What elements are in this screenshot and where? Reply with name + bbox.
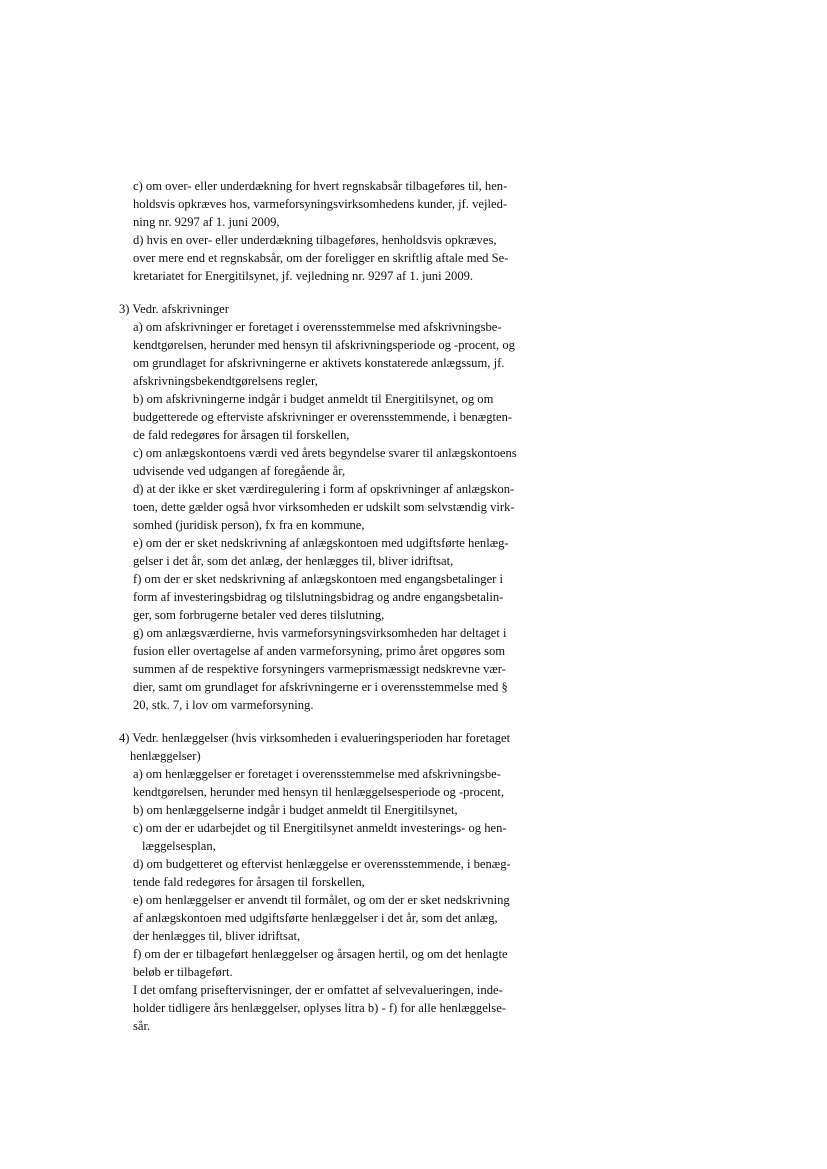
text-line: d) om budgetteret og eftervist henlæggelse er overensstemmende, i benæg- <box>133 857 511 871</box>
text-line: I det omfang priseftervisninger, der er omfattet af selvevalueringen, inde- <box>133 983 503 997</box>
text-line: d) hvis en over- eller underdækning tilbageføres, henholdsvis opkræves, <box>133 233 497 247</box>
text-line: de fald redegøres for årsagen til forskellen, <box>133 428 350 442</box>
text-line: c) om over- eller underdækning for hvert regnskabsår tilbageføres til, hen- <box>133 179 508 193</box>
text-line: 20, stk. 7, i lov om varmeforsyning. <box>133 698 314 712</box>
text-line: over mere end et regnskabsår, om der foreligger en skriftlig aftale med Se- <box>133 251 509 265</box>
text-line: kendtgørelsen, herunder med hensyn til afskrivningsperiode og -procent, og <box>133 338 515 352</box>
section-4-heading: 4) Vedr. henlæggelser (hvis virksomheden i evalueringsperioden har foretaget <box>119 731 511 745</box>
text-line: c) om der er udarbejdet og til Energitilsynet anmeldt investerings- og hen- <box>133 821 507 835</box>
text-line: f) om der er sket nedskrivning af anlægskontoen med engangsbetalinger i <box>133 572 504 586</box>
text-line: d) at der ikke er sket værdiregulering i form af opskrivninger af anlægskon- <box>133 482 515 496</box>
text-line: tende fald redegøres for årsagen til forskellen, <box>133 875 365 889</box>
text-line: afskrivningsbekendtgørelsens regler, <box>133 374 318 388</box>
text-line: fusion eller overtagelse af anden varmeforsyning, primo året opgøres som <box>133 644 506 658</box>
text-line: g) om anlægsværdierne, hvis varmeforsyningsvirksomheden har deltaget i <box>133 626 507 640</box>
text-line: somhed (juridisk person), fx fra en kommune, <box>133 518 365 532</box>
text-line: toen, dette gælder også hvor virksomheden er udskilt som selvstændig virk- <box>133 500 515 514</box>
text-line: beløb er tilbageført. <box>133 965 233 979</box>
text-line: form af investeringsbidrag og tilslutningsbidrag og andre engangsbetalin- <box>133 590 504 604</box>
text-line: holdsvis opkræves hos, varmeforsyningsvirksomhedens kunder, jf. vejled- <box>133 197 508 211</box>
text-line: c) om anlægskontoens værdi ved årets begyndelse svarer til anlægskontoens <box>133 446 517 460</box>
text-line: kretariatet for Energitilsynet, jf. vejledning nr. 9297 af 1. juni 2009. <box>133 269 474 283</box>
text-line: f) om der er tilbageført henlæggelser og årsagen hertil, og om det henlagte <box>133 947 508 961</box>
text-line: a) om afskrivninger er foretaget i overensstemmelse med afskrivningsbe- <box>133 320 502 334</box>
text-line: dier, samt om grundlaget for afskrivningerne er i overensstemmelse med § <box>133 680 508 694</box>
text-line: b) om henlæggelserne indgår i budget anmeldt til Energitilsynet, <box>133 803 458 817</box>
text-line: b) om afskrivningerne indgår i budget anmeldt til Energitilsynet, og om <box>133 392 494 406</box>
text-line: ger, som forbrugerne betaler ved deres tilslutning, <box>133 608 385 622</box>
text-line: læggelsesplan, <box>142 839 216 853</box>
text-line: gelser i det år, som det anlæg, der henlægges til, bliver idriftsat, <box>133 554 454 568</box>
text-line: der henlægges til, bliver idriftsat, <box>133 929 301 943</box>
text-line: a) om henlæggelser er foretaget i overensstemmelse med afskrivningsbe- <box>133 767 501 781</box>
text-line: udvisende ved udgangen af foregående år, <box>133 464 346 478</box>
text-line: e) om der er sket nedskrivning af anlægskontoen med udgiftsførte henlæg- <box>133 536 509 550</box>
section-3-heading: 3) Vedr. afskrivninger <box>119 302 229 316</box>
text-line: e) om henlæggelser er anvendt til formålet, og om der er sket nedskrivning <box>133 893 510 907</box>
text-line: budgetterede og efterviste afskrivninger er overensstemmende, i benægten- <box>133 410 513 424</box>
text-line: kendtgørelsen, herunder med hensyn til henlæggelsesperiode og -procent, <box>133 785 505 799</box>
text-line: sår. <box>133 1019 151 1033</box>
text-line: holder tidligere års henlæggelser, oplyses litra b) - f) for alle henlæggelse- <box>133 1001 506 1015</box>
text-line: om grundlaget for afskrivningerne er aktivets konstaterede anlægssum, jf. <box>133 356 505 370</box>
text-line: ning nr. 9297 af 1. juni 2009, <box>133 215 280 229</box>
text-line: summen af de respektive forsyningers varmeprismæssigt nedskrevne vær- <box>133 662 506 676</box>
text-line: af anlægskontoen med udgiftsførte henlæggelser i det år, som det anlæg, <box>133 911 498 925</box>
section-4-heading-cont: henlæggelser) <box>130 749 201 763</box>
